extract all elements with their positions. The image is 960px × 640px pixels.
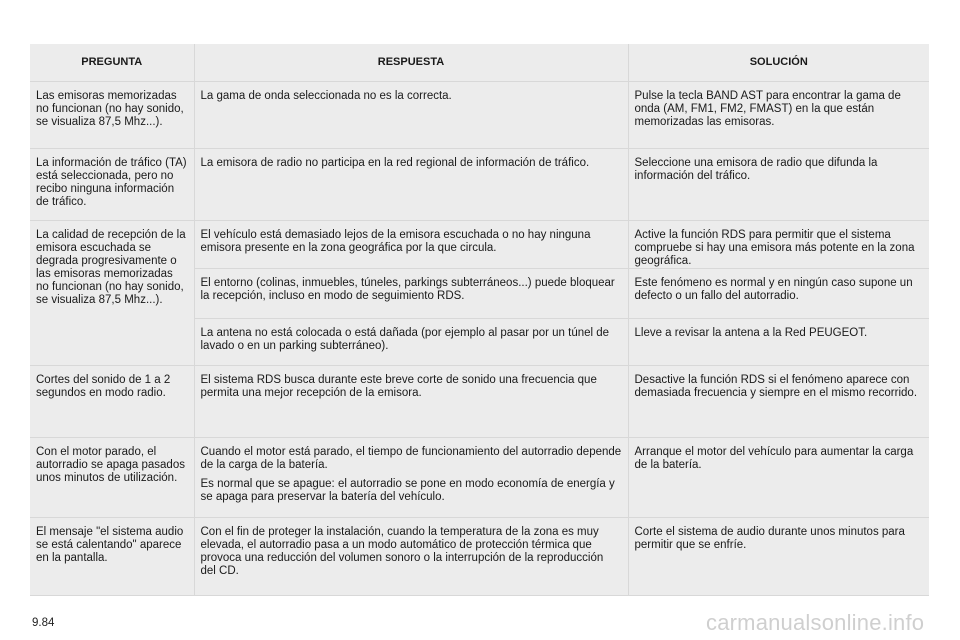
answer-cell [194, 438, 628, 518]
answer-cell: El entorno (colinas, inmuebles, túneles, parkings subterráneos...) puede bloquear la recepción, incluso en modo de seguimiento RDS. [194, 269, 628, 319]
troubleshooting-table [30, 44, 929, 596]
table-row [30, 518, 929, 596]
table-row [30, 149, 929, 221]
solution-cell: Este fenómeno es normal y en ningún caso supone un defecto o un fallo del autorradio. [628, 269, 929, 319]
question-cell: El mensaje "el sistema audio se está calentando" aparece en la pantalla. [30, 518, 194, 596]
page-number: 9.84 [32, 617, 55, 629]
header-question: PREGUNTA [30, 44, 194, 82]
table-row [30, 366, 929, 438]
solution-cell: Seleccione una emisora de radio que difunda la información del tráfico. [628, 149, 929, 221]
question-cell: La información de tráfico (TA) está seleccionada, pero no recibo ninguna información de tráfico. [30, 149, 194, 221]
question-cell: Cortes del sonido de 1 a 2 segundos en modo radio. [30, 366, 194, 438]
solution-cell: Pulse la tecla BAND AST para encontrar la gama de onda (AM, FM1, FM2, FMAST) en la que están memorizadas las emisoras. [628, 82, 929, 149]
solution-cell: Corte el sistema de audio durante unos minutos para permitir que se enfríe. [628, 518, 929, 596]
table-row [30, 221, 929, 269]
solution-cell: Active la función RDS para permitir que el sistema compruebe si hay una emisora más potente en la zona geográfica. [628, 221, 929, 269]
header-answer: RESPUESTA [194, 44, 628, 82]
answer-cell: La gama de onda seleccionada no es la correcta. [194, 82, 628, 149]
question-cell: Las emisoras memorizadas no funcionan (no hay sonido, se visualiza 87,5 Mhz...). [30, 82, 194, 149]
answer-paragraph: Cuando el motor está parado, el tiempo de funcionamiento del autorradio depende de la carga de la batería. [200, 446, 622, 471]
question-cell: Con el motor parado, el autorradio se apaga pasados unos minutos de utilización. [30, 438, 194, 518]
answer-cell: La antena no está colocada o está dañada (por ejemplo al pasar por un túnel de lavado o en un parking subterráneo). [194, 319, 628, 366]
watermark: carmanualsonline.info [706, 610, 925, 635]
answer-cell: El vehículo está demasiado lejos de la emisora escuchada o no hay ninguna emisora presente en la zona geográfica por la que circula. [194, 221, 628, 269]
header-solution: SOLUCIÓN [628, 44, 929, 82]
solution-cell: Desactive la función RDS si el fenómeno aparece con demasiada frecuencia y siempre en el mismo recorrido. [628, 366, 929, 438]
answer-cell: El sistema RDS busca durante este breve corte de sonido una frecuencia que permita una mejor recepción de la emisora. [194, 366, 628, 438]
answer-cell: La emisora de radio no participa en la red regional de información de tráfico. [194, 149, 628, 221]
table-header-row [30, 44, 929, 82]
solution-cell: Arranque el motor del vehículo para aumentar la carga de la batería. [628, 438, 929, 518]
table-row [30, 82, 929, 149]
answer-paragraph: Es normal que se apague: el autorradio se pone en modo economía de energía y se apaga para preservar la batería del vehículo. [200, 478, 615, 503]
table-row [30, 438, 929, 518]
answer-cell: Con el fin de proteger la instalación, cuando la temperatura de la zona es muy elevada, el autorradio pasa a un modo automático de protección térmica que provoca una reducción del volumen sonoro o la interrupción de la reproducción del CD. [194, 518, 628, 596]
solution-cell: Lleve a revisar la antena a la Red PEUGEOT. [628, 319, 929, 366]
question-cell: La calidad de recepción de la emisora escuchada se degrada progresivamente o las emisoras memorizadas no funcionan (no hay sonido, se visualiza 87,5 Mhz...). [30, 221, 194, 366]
